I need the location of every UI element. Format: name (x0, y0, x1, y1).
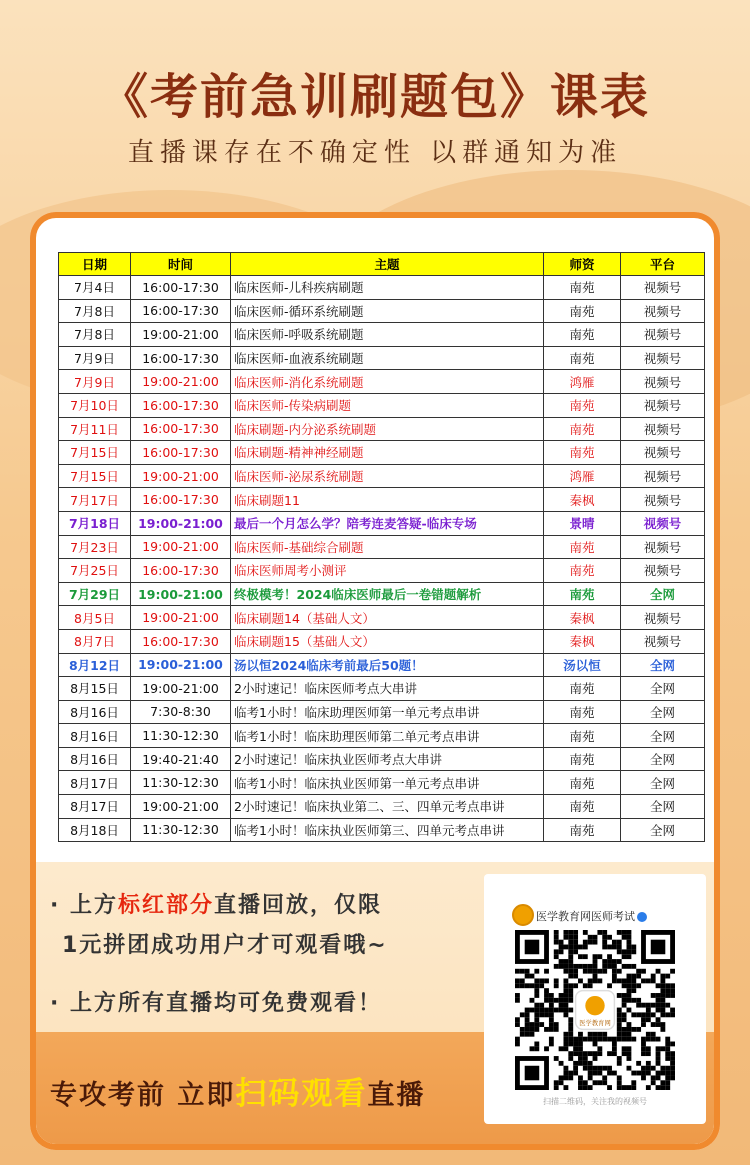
table-row (59, 535, 705, 559)
table-row (59, 653, 705, 677)
cell-date: 7月15日 (59, 464, 131, 488)
note-replay-suffix: 直播回放，仅限 (214, 893, 383, 918)
cell-date: 8月17日 (59, 795, 131, 819)
qr-account-name (536, 908, 647, 924)
cell-teacher: 南苑 (544, 582, 621, 606)
note-free: · 上方所有直播均可免费观看！ (50, 991, 383, 1016)
cell-teacher: 南苑 (544, 276, 621, 300)
cta-highlight: 扫码观看 (235, 1076, 368, 1112)
cell-time: 16:00-17:30 (131, 629, 231, 653)
cell-teacher: 汤以恒 (544, 653, 621, 677)
cell-time: 16:00-17:30 (131, 488, 231, 512)
table-row (59, 724, 705, 748)
cell-topic: 临床医师-基础综合刷题 (231, 535, 544, 559)
cell-platform: 全网 (621, 795, 705, 819)
cell-topic: 临考1小时！临床执业医师第一单元考点串讲 (231, 771, 544, 795)
cell-teacher: 鸿雁 (544, 464, 621, 488)
column-header-teacher: 师资 (544, 253, 621, 276)
cell-date: 8月12日 (59, 653, 131, 677)
cta-part1: 专攻考前 立即 (50, 1080, 236, 1111)
table-row (59, 795, 705, 819)
table-row (59, 629, 705, 653)
cell-teacher: 南苑 (544, 559, 621, 583)
cell-platform: 全网 (621, 677, 705, 701)
cell-date: 8月16日 (59, 724, 131, 748)
cell-time: 19:00-21:00 (131, 370, 231, 394)
cell-time: 16:00-17:30 (131, 276, 231, 300)
cell-teacher: 南苑 (544, 346, 621, 370)
cell-teacher: 南苑 (544, 724, 621, 748)
cell-platform: 全网 (621, 653, 705, 677)
cell-teacher: 南苑 (544, 299, 621, 323)
cell-platform: 视频号 (621, 535, 705, 559)
cell-platform: 视频号 (621, 346, 705, 370)
cell-teacher: 南苑 (544, 677, 621, 701)
cell-teacher: 南苑 (544, 535, 621, 559)
cell-topic: 临考1小时！临床助理医师第二单元考点串讲 (231, 724, 544, 748)
cell-teacher: 南苑 (544, 818, 621, 842)
cell-platform: 视频号 (621, 393, 705, 417)
cell-time: 19:00-21:00 (131, 323, 231, 347)
cell-time: 19:00-21:00 (131, 677, 231, 701)
column-header-date: 日期 (59, 253, 131, 276)
cell-platform: 视频号 (621, 370, 705, 394)
cell-time: 11:30-12:30 (131, 771, 231, 795)
table-body (59, 276, 705, 842)
table-row (59, 370, 705, 394)
cell-date: 8月17日 (59, 771, 131, 795)
cell-time: 16:00-17:30 (131, 417, 231, 441)
cell-topic: 临考1小时！临床执业医师第三、四单元考点串讲 (231, 818, 544, 842)
account-logo-icon (512, 904, 534, 926)
column-header-topic: 主题 (231, 253, 544, 276)
cell-platform: 全网 (621, 724, 705, 748)
cell-date: 7月11日 (59, 417, 131, 441)
cell-platform: 视频号 (621, 441, 705, 465)
column-header-time: 时间 (131, 253, 231, 276)
verified-badge-icon (637, 912, 647, 922)
cell-date: 8月15日 (59, 677, 131, 701)
cell-platform: 视频号 (621, 323, 705, 347)
cell-teacher: 南苑 (544, 700, 621, 724)
cell-topic: 临床医师-传染病刷题 (231, 393, 544, 417)
table-row (59, 323, 705, 347)
cell-date: 7月9日 (59, 370, 131, 394)
cell-topic: 临考1小时！临床助理医师第一单元考点串讲 (231, 700, 544, 724)
table-row (59, 771, 705, 795)
page-subtitle: 直播课存在不确定性 以群通知为准 (127, 138, 623, 168)
cell-topic: 临床医师-消化系统刷题 (231, 370, 544, 394)
cell-platform: 视频号 (621, 629, 705, 653)
note-replay-line2: 1元拼团成功用户才可观看哦~ (62, 933, 388, 958)
cell-topic: 临床刷题15（基础人文） (231, 629, 544, 653)
cell-time: 7:30-8:30 (131, 700, 231, 724)
cell-time: 19:00-21:00 (131, 582, 231, 606)
cell-time: 16:00-17:30 (131, 393, 231, 417)
cell-time: 16:00-17:30 (131, 346, 231, 370)
table-header-row (59, 253, 705, 276)
cell-platform: 视频号 (621, 488, 705, 512)
qr-caption: 扫描二维码，关注我的视频号 (543, 1097, 647, 1106)
table-row (59, 441, 705, 465)
cell-teacher: 秦枫 (544, 606, 621, 630)
cell-platform: 全网 (621, 747, 705, 771)
qr-account-name-text: 医学教育网医师考试 (536, 910, 635, 923)
cell-topic: 临床刷题-内分泌系统刷题 (231, 417, 544, 441)
cell-date: 8月5日 (59, 606, 131, 630)
schedule-table (58, 252, 705, 842)
cell-platform: 视频号 (621, 417, 705, 441)
cell-topic: 临床刷题11 (231, 488, 544, 512)
table-row (59, 747, 705, 771)
table-row (59, 464, 705, 488)
table-row (59, 346, 705, 370)
cell-topic: 汤以恒2024临床考前最后50题！ (231, 653, 544, 677)
page-title: 《考前急训刷题包》课表 (99, 69, 650, 125)
cell-time: 19:00-21:00 (131, 606, 231, 630)
cta-text (50, 1068, 425, 1113)
cell-topic: 临床医师-血液系统刷题 (231, 346, 544, 370)
table-row (59, 582, 705, 606)
table-row (59, 559, 705, 583)
cell-teacher: 南苑 (544, 747, 621, 771)
cell-teacher: 南苑 (544, 323, 621, 347)
table-row (59, 417, 705, 441)
cell-teacher: 鸿雁 (544, 370, 621, 394)
qr-card[interactable] (484, 874, 706, 1124)
cell-date: 7月8日 (59, 323, 131, 347)
table-row (59, 677, 705, 701)
cell-time: 19:00-21:00 (131, 535, 231, 559)
cell-teacher: 秦枫 (544, 488, 621, 512)
cell-teacher: 南苑 (544, 393, 621, 417)
cell-teacher: 南苑 (544, 771, 621, 795)
cell-time: 11:30-12:30 (131, 724, 231, 748)
qr-code[interactable] (515, 930, 675, 1090)
cell-date: 8月16日 (59, 700, 131, 724)
cell-time: 16:00-17:30 (131, 559, 231, 583)
cell-date: 7月10日 (59, 393, 131, 417)
cell-topic: 2小时速记！临床执业医师考点大串讲 (231, 747, 544, 771)
cell-teacher: 南苑 (544, 417, 621, 441)
cell-date: 7月29日 (59, 582, 131, 606)
cell-time: 19:40-21:40 (131, 747, 231, 771)
cell-topic: 2小时速记！临床执业第二、三、四单元考点串讲 (231, 795, 544, 819)
cell-date: 8月7日 (59, 629, 131, 653)
cell-date: 7月17日 (59, 488, 131, 512)
column-header-platform: 平台 (621, 253, 705, 276)
cell-teacher: 景晴 (544, 511, 621, 535)
cell-topic: 临床刷题14（基础人文） (231, 606, 544, 630)
table-row (59, 276, 705, 300)
cell-teacher: 南苑 (544, 441, 621, 465)
cell-platform: 视频号 (621, 276, 705, 300)
cell-date: 7月15日 (59, 441, 131, 465)
cell-teacher: 南苑 (544, 795, 621, 819)
cell-platform: 全网 (621, 771, 705, 795)
cell-platform: 视频号 (621, 511, 705, 535)
cell-time: 19:00-21:00 (131, 511, 231, 535)
cell-platform: 全网 (621, 582, 705, 606)
cell-time: 19:00-21:00 (131, 464, 231, 488)
cell-topic: 临床医师-呼吸系统刷题 (231, 323, 544, 347)
cell-time: 11:30-12:30 (131, 818, 231, 842)
cell-date: 7月23日 (59, 535, 131, 559)
table-row (59, 299, 705, 323)
cell-time: 19:00-21:00 (131, 653, 231, 677)
cell-date: 7月18日 (59, 511, 131, 535)
note-replay (50, 888, 382, 919)
cta-part2: 直播 (367, 1080, 426, 1111)
table-row (59, 393, 705, 417)
cell-topic: 终极模考！2024临床医师最后一卷错题解析 (231, 582, 544, 606)
table-row (59, 488, 705, 512)
cell-topic: 临床刷题-精神神经刷题 (231, 441, 544, 465)
cell-teacher: 秦枫 (544, 629, 621, 653)
cell-platform: 全网 (621, 700, 705, 724)
cell-platform: 视频号 (621, 606, 705, 630)
table-row (59, 606, 705, 630)
cell-date: 7月8日 (59, 299, 131, 323)
cell-platform: 全网 (621, 818, 705, 842)
cell-topic: 临床医师-循环系统刷题 (231, 299, 544, 323)
cell-topic: 临床医师-泌尿系统刷题 (231, 464, 544, 488)
cell-platform: 视频号 (621, 464, 705, 488)
cell-time: 19:00-21:00 (131, 795, 231, 819)
table-row (59, 818, 705, 842)
cell-topic: 最后一个月怎么学？陪考连麦答疑-临床专场 (231, 511, 544, 535)
cell-platform: 视频号 (621, 299, 705, 323)
cell-date: 7月25日 (59, 559, 131, 583)
table-row (59, 700, 705, 724)
note-replay-prefix: · 上方 (50, 893, 119, 918)
qr-center-logo: 医学教育网 (579, 1020, 611, 1028)
cell-time: 16:00-17:30 (131, 299, 231, 323)
cell-topic: 临床医师-儿科疾病刷题 (231, 276, 544, 300)
cell-date: 8月16日 (59, 747, 131, 771)
note-replay-highlight: 标红部分 (118, 893, 215, 918)
cell-date: 7月4日 (59, 276, 131, 300)
cell-date: 7月9日 (59, 346, 131, 370)
cell-topic: 2小时速记！临床医师考点大串讲 (231, 677, 544, 701)
table-row (59, 511, 705, 535)
cell-time: 16:00-17:30 (131, 441, 231, 465)
cell-platform: 视频号 (621, 559, 705, 583)
cell-date: 8月18日 (59, 818, 131, 842)
cell-topic: 临床医师周考小测评 (231, 559, 544, 583)
